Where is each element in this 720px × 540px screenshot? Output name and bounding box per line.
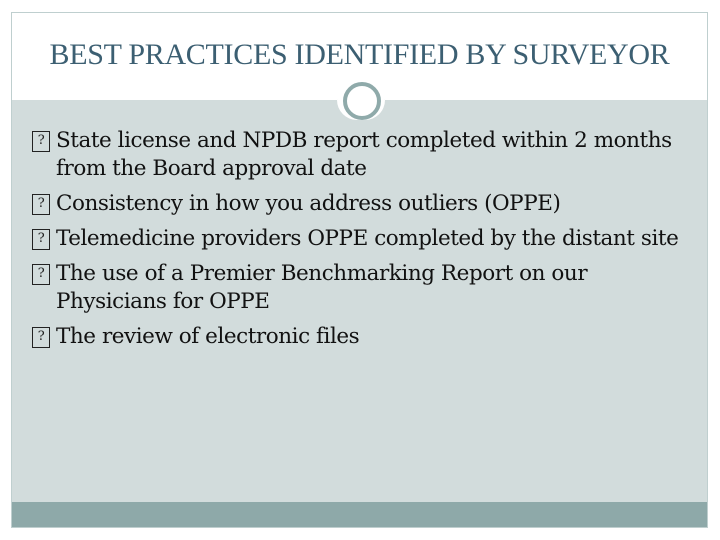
missing-glyph-bullet-icon: ?	[32, 327, 50, 348]
missing-glyph-bullet-icon: ?	[32, 264, 50, 285]
missing-glyph-bullet-icon: ?	[32, 131, 50, 152]
bullet-text: Consistency in how you address outliers (OPPE)	[56, 191, 561, 216]
slide-frame	[11, 12, 708, 528]
bullet-text: The review of electronic files	[56, 324, 360, 349]
bullet-text: The use of a Premier Benchmarking Report on our Physicians for OPPE	[56, 261, 588, 314]
bullet-text: State license and NPDB report completed within 2 months from the Board approval date	[56, 128, 672, 181]
slide-title: BEST PRACTICES IDENTIFIED BY SURVEYOR	[49, 38, 670, 71]
missing-glyph-bullet-icon: ?	[32, 194, 50, 215]
bullet-text: Telemedicine providers OPPE completed by the distant site	[56, 226, 679, 251]
missing-glyph-bullet-icon: ?	[32, 229, 50, 250]
